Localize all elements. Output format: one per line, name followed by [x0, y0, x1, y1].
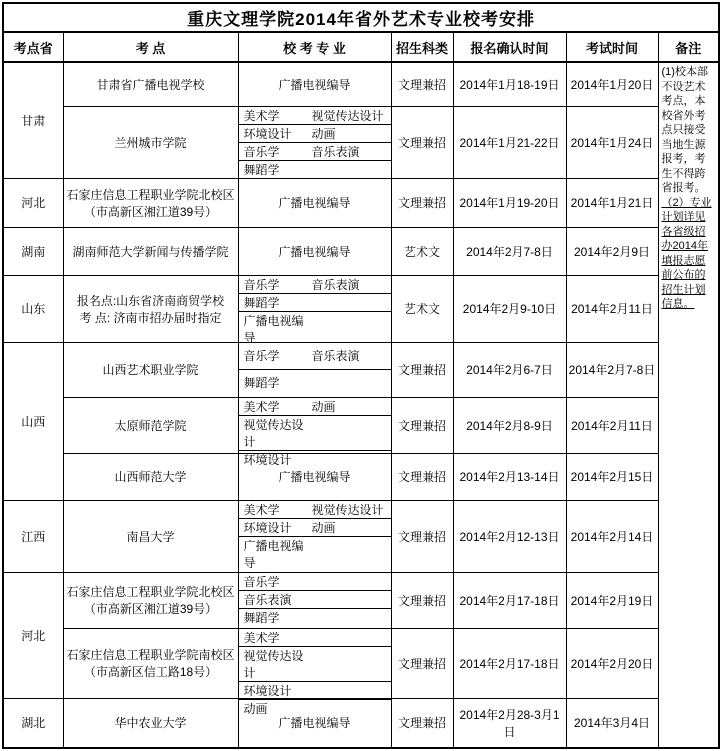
table-row	[3, 178, 719, 227]
major-subrow: 音乐学	[239, 573, 391, 591]
category-cell: 艺术文	[391, 275, 453, 342]
majors-cell: 广播电视编导	[238, 178, 391, 227]
site-cell: 石家庄信息工程职业学院南校区 （市高新区信工路18号）	[63, 628, 238, 698]
col-header-confirm-time: 报名确认时间	[453, 32, 566, 62]
confirm-time-cell: 2014年1月18-19日	[453, 62, 566, 106]
major-subrow: 美术学 视觉传达设计	[239, 501, 391, 519]
category-cell: 文理兼招	[391, 500, 453, 572]
major-subrow: 舞蹈学	[243, 162, 280, 177]
col-header-remark: 备注	[658, 32, 719, 62]
confirm-time-cell: 2014年2月6-7日	[453, 342, 566, 397]
table-row	[3, 500, 719, 572]
col-header-province: 考点省	[3, 32, 63, 62]
majors-cell	[238, 106, 391, 178]
majors-cell: 广播电视编导	[238, 698, 391, 748]
confirm-time-cell: 2014年1月19-20日	[453, 178, 566, 227]
site-cell: 华中农业大学	[63, 698, 238, 748]
majors-cell	[238, 572, 391, 628]
major-subrow: 视觉传达设计	[239, 416, 391, 451]
exam-time-cell: 2014年2月11日	[566, 397, 658, 453]
site-cell: 甘肃省广播电视学校	[63, 62, 238, 106]
category-cell: 文理兼招	[391, 178, 453, 227]
major-subrow: 音乐学 音乐表演	[239, 343, 391, 370]
site-cell: 山西艺术职业学院	[63, 342, 238, 397]
major-subrow: 舞蹈学	[239, 294, 391, 312]
major-subrow: 舞蹈学	[243, 376, 280, 390]
category-cell: 文理兼招	[391, 628, 453, 698]
header-row	[3, 32, 719, 62]
exam-time-cell: 2014年3月4日	[566, 698, 658, 748]
remark-part2: （2）专业计划详见各省级招办2014年填报志愿前公布的招生计划信息。	[661, 196, 712, 311]
table-row	[3, 62, 719, 106]
confirm-time-cell: 2014年2月17-18日	[453, 628, 566, 698]
remark-part1: (1)校本部不设艺术考点，本校省外考点只接受当地生源报考，考生不得跨省报考。	[661, 66, 708, 195]
category-cell: 文理兼招	[391, 106, 453, 178]
majors-cell	[238, 342, 391, 397]
majors-cell: 广播电视编导	[238, 453, 391, 500]
schedule-table	[2, 2, 720, 749]
col-header-site: 考 点	[63, 32, 238, 62]
site-cell: 石家庄信息工程职业学院北校区 （市高新区湘江道39号）	[63, 178, 238, 227]
province-cell: 河北	[3, 572, 63, 698]
col-header-exam-time: 考试时间	[566, 32, 658, 62]
exam-time-cell: 2014年2月20日	[566, 628, 658, 698]
page-title: 重庆文理学院2014年省外艺术专业校考安排	[3, 3, 719, 32]
confirm-time-cell: 2014年1月21-22日	[453, 106, 566, 178]
major-subrow: 广播电视编导	[243, 538, 304, 570]
site-cell: 湖南师范大学新闻与传播学院	[63, 227, 238, 275]
confirm-time-cell: 2014年2月7-8日	[453, 227, 566, 275]
table-row	[3, 106, 719, 178]
exam-time-cell: 2014年1月21日	[566, 178, 658, 227]
province-cell: 湖南	[3, 227, 63, 275]
site-cell: 石家庄信息工程职业学院北校区 （市高新区湘江道39号）	[63, 572, 238, 628]
major-subrow: 音乐学 音乐表演	[239, 276, 391, 294]
site-cell: 太原师范学院	[63, 397, 238, 453]
site-cell: 报名点:山东省济南商贸学校 考 点: 济南市招办届时指定	[63, 275, 238, 342]
confirm-time-cell: 2014年2月28-3月1日	[453, 698, 566, 748]
majors-cell	[238, 500, 391, 572]
province-cell: 山西	[3, 342, 63, 500]
table-row	[3, 572, 719, 628]
category-cell: 艺术文	[391, 227, 453, 275]
exam-time-cell: 2014年1月20日	[566, 62, 658, 106]
exam-time-cell: 2014年2月11日	[566, 275, 658, 342]
province-cell: 山东	[3, 275, 63, 342]
exam-time-cell: 2014年1月24日	[566, 106, 658, 178]
remark-cell	[658, 62, 719, 748]
majors-cell	[238, 628, 391, 716]
major-subrow: 环境设计 动画	[239, 125, 391, 143]
col-header-category: 招生科类	[391, 32, 453, 62]
province-cell: 湖北	[3, 698, 63, 748]
exam-time-cell: 2014年2月19日	[566, 572, 658, 628]
major-subrow: 环境设计	[239, 682, 391, 700]
exam-time-cell: 2014年2月9日	[566, 227, 658, 275]
major-subrow: 环境设计 动画	[239, 519, 391, 537]
majors-cell: 广播电视编导	[238, 227, 391, 275]
category-cell: 文理兼招	[391, 453, 453, 500]
site-cell: 兰州城市学院	[63, 106, 238, 178]
province-cell: 江西	[3, 500, 63, 572]
major-subrow: 音乐表演	[239, 591, 391, 609]
majors-cell: 广播电视编导	[238, 62, 391, 106]
category-cell: 文理兼招	[391, 62, 453, 106]
confirm-time-cell: 2014年2月9-10日	[453, 275, 566, 342]
table-row	[3, 275, 719, 342]
exam-time-cell: 2014年2月7-8日	[566, 342, 658, 397]
confirm-time-cell: 2014年2月8-9日	[453, 397, 566, 453]
table-row	[3, 397, 719, 453]
site-cell: 山西师范大学	[63, 453, 238, 500]
exam-time-cell: 2014年2月14日	[566, 500, 658, 572]
major-subrow: 美术学 动画	[239, 398, 391, 416]
major-subrow: 广播电视编导	[243, 313, 304, 345]
major-subrow: 舞蹈学	[243, 611, 280, 626]
major-subrow: 环境设计	[243, 452, 292, 467]
confirm-time-cell: 2014年2月13-14日	[453, 453, 566, 500]
category-cell: 文理兼招	[391, 572, 453, 628]
major-subrow: 视觉传达设计	[239, 647, 391, 682]
exam-time-cell: 2014年2月15日	[566, 453, 658, 500]
table-row	[3, 628, 719, 698]
site-cell: 南昌大学	[63, 500, 238, 572]
col-header-majors: 校 考 专 业	[238, 32, 391, 62]
category-cell: 文理兼招	[391, 342, 453, 397]
title-row	[3, 3, 719, 32]
major-subrow: 音乐学 音乐表演	[239, 143, 391, 161]
table-row	[3, 342, 719, 397]
category-cell: 文理兼招	[391, 698, 453, 748]
province-cell: 河北	[3, 178, 63, 227]
confirm-time-cell: 2014年2月17-18日	[453, 572, 566, 628]
province-cell: 甘肃	[3, 62, 63, 178]
majors-cell	[238, 275, 391, 345]
majors-cell	[238, 397, 391, 467]
table-row	[3, 227, 719, 275]
major-subrow: 美术学	[239, 629, 391, 647]
confirm-time-cell: 2014年2月12-13日	[453, 500, 566, 572]
major-subrow: 美术学 视觉传达设计	[239, 107, 391, 125]
major-subrow: 动画	[243, 701, 268, 716]
category-cell: 文理兼招	[391, 397, 453, 453]
